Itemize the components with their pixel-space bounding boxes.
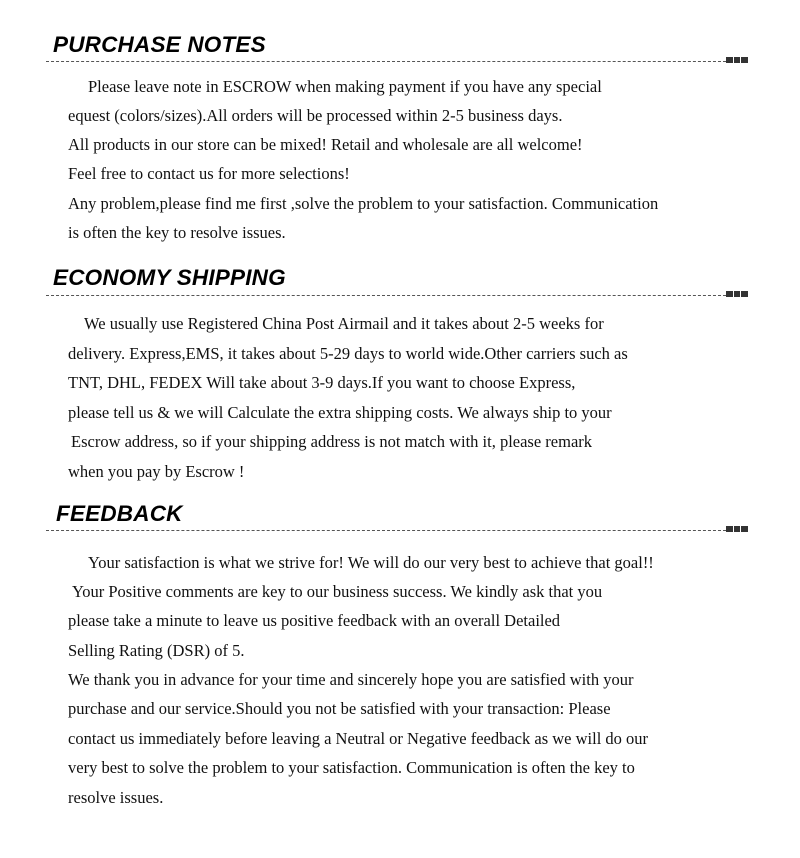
economy-shipping-line: when you pay by Escrow !	[68, 462, 245, 481]
purchase-notes-line: All products in our store can be mixed! Retail and wholesale are all welcome!	[68, 135, 583, 154]
economy-shipping-heading: ECONOMY SHIPPING	[53, 265, 286, 290]
purchase-notes-line: equest (colors/sizes).All orders will be processed within 2-5 business days.	[68, 106, 563, 125]
purchase-notes-line: Please leave note in ESCROW when making payment if you have any special	[88, 77, 602, 96]
economy-shipping-line: We usually use Registered China Post Airmail and it takes about 2-5 weeks for	[84, 314, 604, 333]
economy-shipping-line: TNT, DHL, FEDEX Will take about 3-9 days.If you want to choose Express,	[68, 373, 576, 392]
economy-shipping-line: delivery. Express,EMS, it takes about 5-29 days to world wide.Other carriers such as	[68, 344, 628, 363]
economy-shipping-divider	[46, 295, 726, 296]
feedback-line: purchase and our service.Should you not be satisfied with your transaction: Please	[68, 699, 611, 718]
feedback-line: Your satisfaction is what we strive for! We will do our very best to achieve that goal!!	[88, 553, 654, 572]
economy-shipping-line: Escrow address, so if your shipping address is not match with it, please remark	[71, 432, 593, 451]
feedback-line: very best to solve the problem to your satisfaction. Communication is often the key to	[68, 758, 635, 777]
purchase-notes-heading: PURCHASE NOTES	[53, 32, 266, 57]
feedback-line: please take a minute to leave us positive feedback with an overall Detailed	[68, 611, 561, 630]
purchase-notes-line: Any problem,please find me first ,solve the problem to your satisfaction. Communication	[68, 194, 659, 213]
purchase-notes-line: Feel free to contact us for more selections!	[68, 164, 350, 183]
feedback-line: We thank you in advance for your time and sincerely hope you are satisfied with your	[68, 670, 634, 689]
purchase-notes-line: is often the key to resolve issues.	[68, 223, 286, 242]
divider-end-marker	[726, 526, 748, 532]
purchase-notes-divider	[46, 61, 726, 62]
feedback-divider	[46, 530, 726, 531]
feedback-heading: FEEDBACK	[56, 501, 183, 526]
feedback-line: Your Positive comments are key to our business success. We kindly ask that you	[72, 582, 603, 601]
economy-shipping-line: please tell us & we will Calculate the extra shipping costs. We always ship to your	[68, 403, 612, 422]
feedback-line: Selling Rating (DSR) of 5.	[68, 641, 245, 660]
divider-end-marker	[726, 57, 748, 63]
feedback-line: resolve issues.	[68, 788, 164, 807]
feedback-line: contact us immediately before leaving a Neutral or Negative feedback as we will do our	[68, 729, 649, 748]
divider-end-marker	[726, 291, 748, 297]
